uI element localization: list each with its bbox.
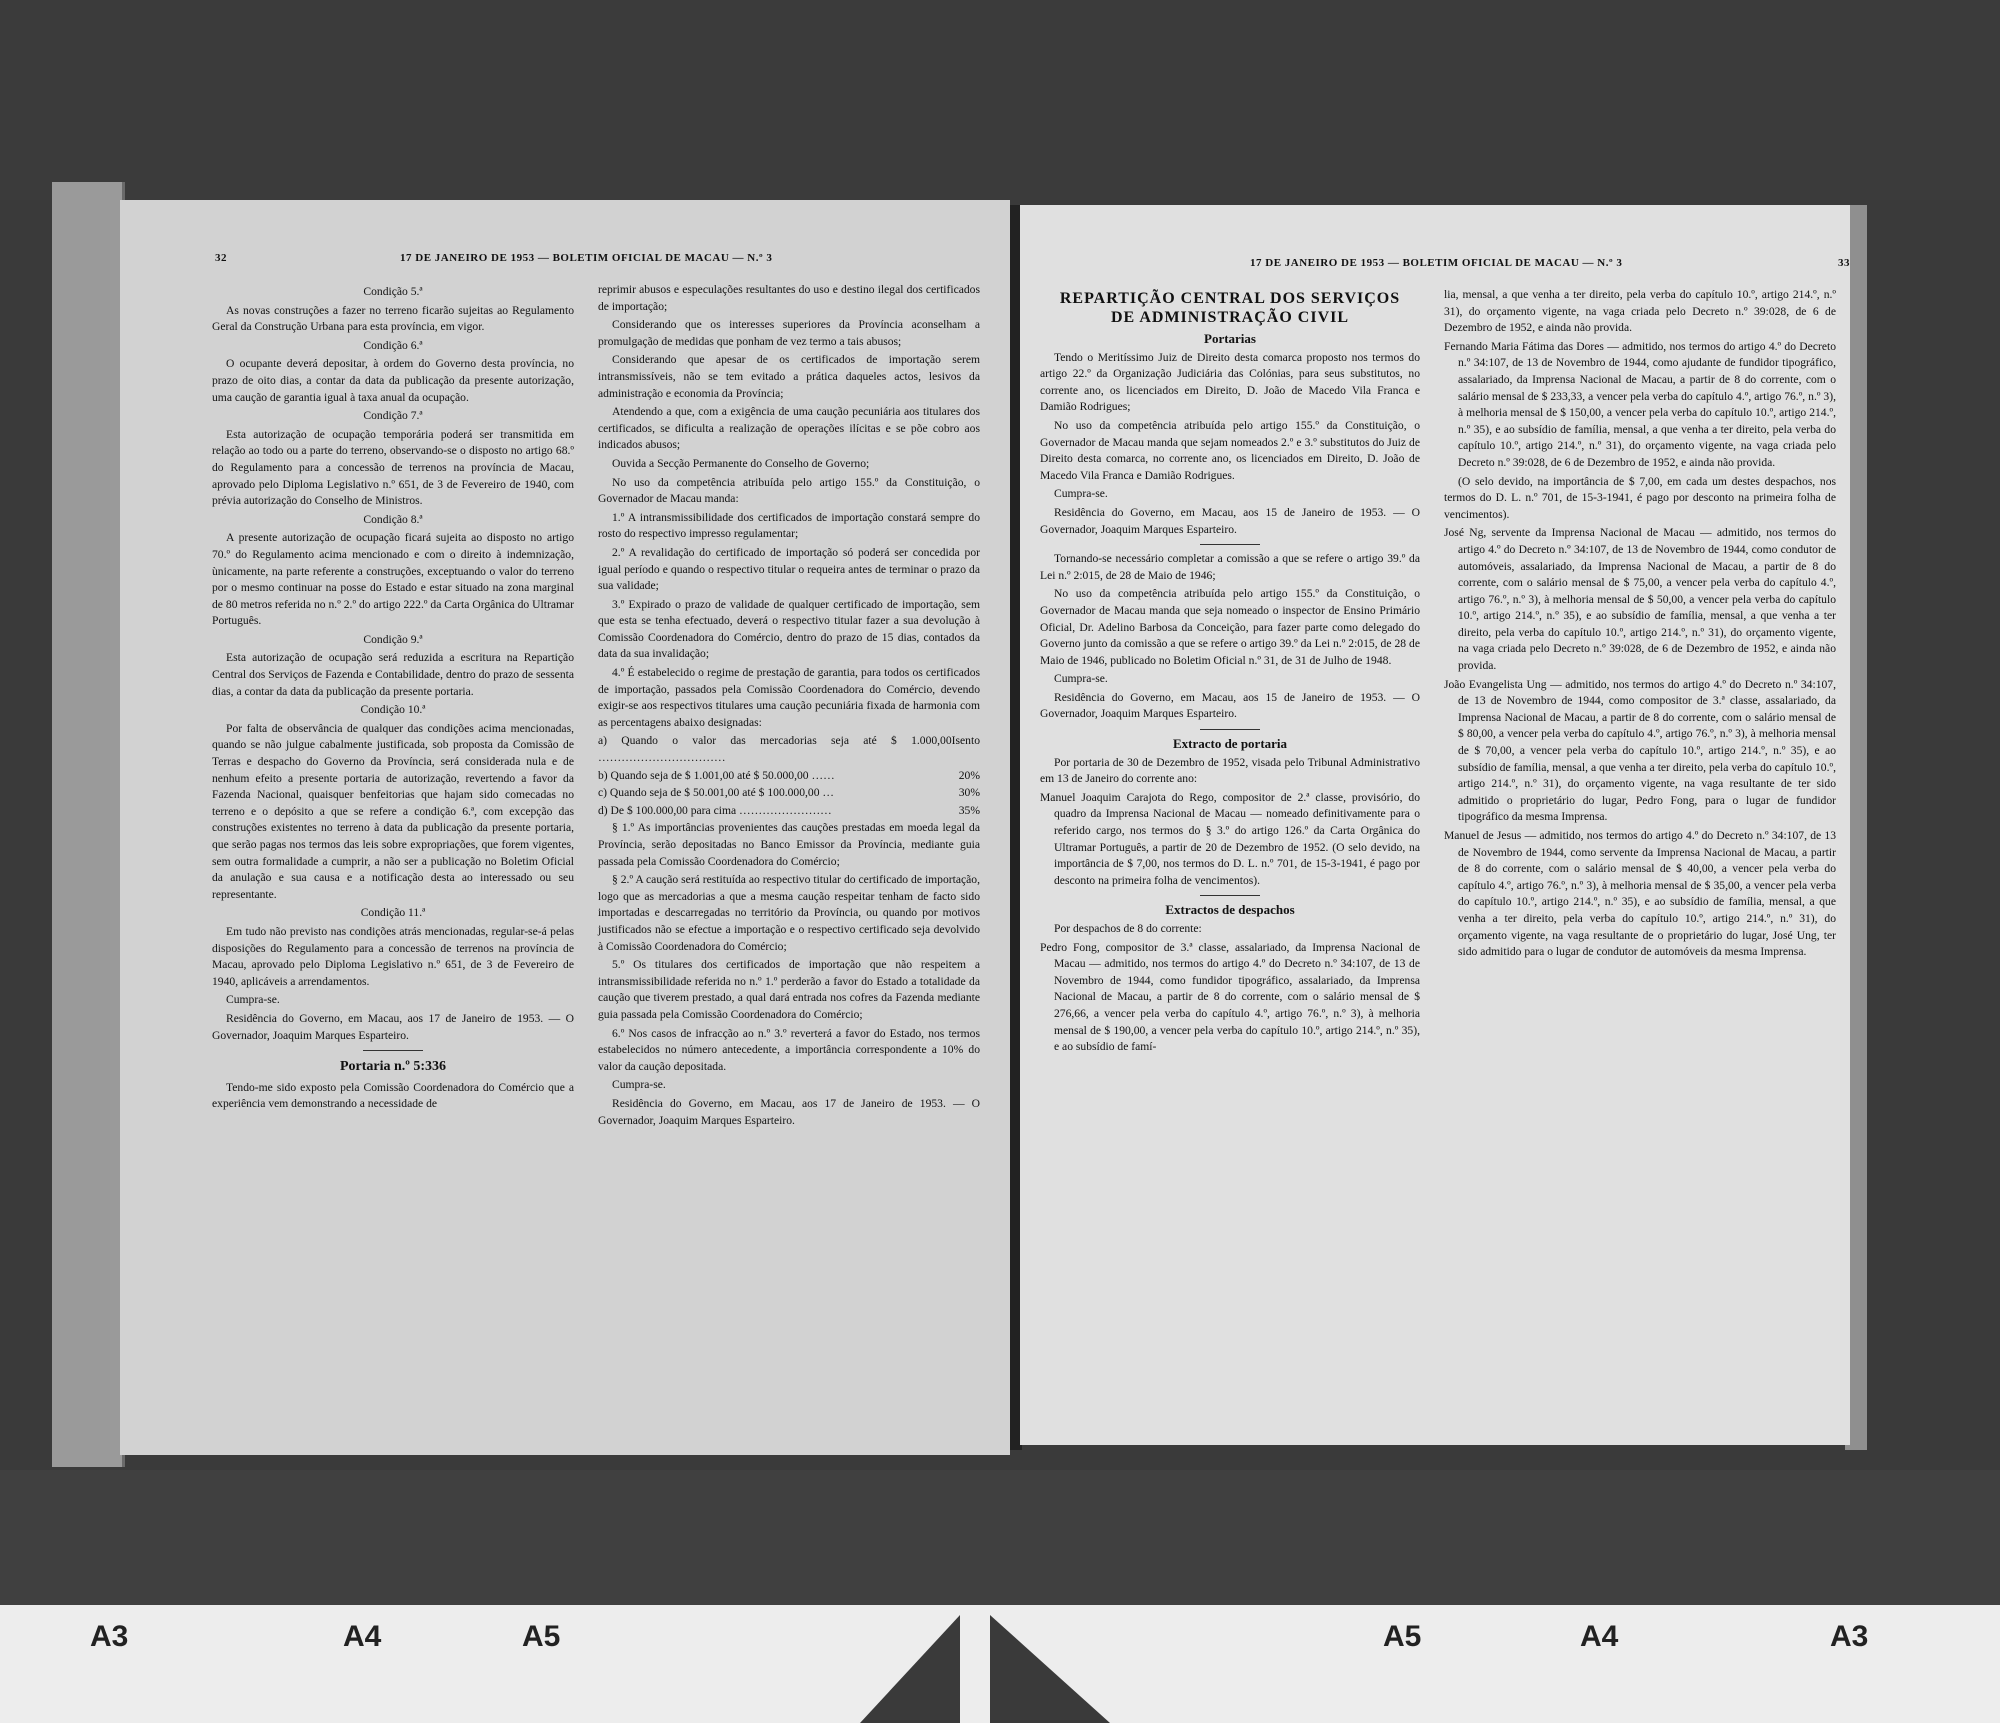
page-number-left: 32 (215, 252, 227, 264)
registration-marker: A4 (343, 1620, 382, 1653)
paragraph: § 1.º As importâncias provenientes das cauções prestadas em moeda legal da Província, serão depositadas no Banco Emissor da Província, mediante guia passada pela Comissão Coordenadora do Comércio; (598, 821, 980, 868)
left-page-column-2 (598, 282, 980, 1131)
center-registration-triangles (850, 1615, 1150, 1723)
condition-heading: Condição 6.ª (363, 338, 423, 352)
left-page-column-1 (212, 282, 574, 1115)
running-head-left: 17 DE JANEIRO DE 1953 — BOLETIM OFICIAL DE MACAU — N.º 3 (400, 252, 773, 264)
paragraph: Residência do Governo, em Macau, aos 17 de Janeiro de 1953. — O Governador, Joaquim Marques Esparteiro. (212, 1011, 574, 1042)
paragraph: 1.º A intransmissibilidade dos certificados de importação constará sempre do rosto do respectivo impresso regulamentar; (598, 510, 980, 541)
paragraph: Esta autorização de ocupação será reduzida a escritura na Repartição Central dos Serviços de Fazenda e Contabilidade, dentro do prazo de sessenta dias, a contar da data da publicação da presente portaria. (212, 651, 574, 698)
paragraph: No uso da competência atribuída pelo artigo 155.º da Constituição, o Governador de Macau manda que sejam nomeados 2.º e 3.º substitutos do Juiz de Direito desta comarca, no corrente ano, os licenciados em Direito, D. João de Macedo Vila Franca e Damião Rodrigues. (1040, 418, 1420, 482)
paragraph: lia, mensal, a que venha a ter direito, pela verba do capítulo 10.º, artigo 214.º, n.º 31), do orçamento vigente, na vaga criada pelo Decreto n.º 39:028, de 6 de Dezembro de 1952, e ainda não provida. (1444, 288, 1836, 335)
left-page (120, 200, 1010, 1455)
paragraph: 3.º Expirado o prazo de validade de qualquer certificado de importação, sem que esta se tenha efectuado, deverá o respectivo titular fazer a sua devolução à Comissão Coordenadora do Comércio, dentro do prazo de 15 dias, contados da data da sua invalidação; (598, 597, 980, 661)
condition-heading: Condição 11.ª (360, 906, 426, 920)
dispatch-entry: Pedro Fong, compositor de 3.ª classe, assalariado, da Imprensa Nacional de Macau — admitido, nos termos do artigo 4.º do Decreto n.º 34:107, de 13 de Novembro de 1944, como fundidor tipográfico, assalariado, da Imprensa Nacional de Macau, a partir de 8 do corrente, com o salário mensal de $ 276,66, a vencer pela verba do capítulo 4.º, artigo 76.º, n.º 3), à melhoria mensal de $ 190,00, a vencer pela verba do capítulo 10.º, artigo 214.º, n.º 35), e ao subsídio de famí- (1040, 940, 1420, 1054)
section-divider (1200, 895, 1260, 896)
portaria-heading: Portaria n.º 5:336 (339, 1059, 447, 1075)
paragraph: No uso da competência atribuída pelo artigo 155.º da Constituição, o Governador de Macau manda que seja nomeado o inspector de Ensino Primário Oficial, Dr. Adelino Barbosa da Conceição, para fazer parte como delegado do Governo junto da comissão a que se refere o artigo 39.º da Lei n.º 2:015, de 28 de Maio de 1946, publicado no Boletim Oficial n.º 31, de 31 de Julho de 1948. (1040, 587, 1420, 667)
running-head-right: 17 DE JANEIRO DE 1953 — BOLETIM OFICIAL DE MACAU — N.º 3 (1250, 257, 1623, 269)
paragraph: Considerando que apesar de os certificados de importação serem intransmissíveis, não se tem evitado a prática daqueles actos, lesivos da administração e economia da Província; (598, 353, 980, 400)
paragraph: Por despachos de 8 do corrente: (1054, 922, 1202, 935)
dispatch-entry: Manuel Joaquim Carajota do Rego, compositor de 2.ª classe, provisório, do quadro da Imprensa Nacional de Macau — nomeado definitivamente para o referido cargo, nos termos do § 3.º do artigo 126.º da Carta Orgânica do Ultramar Português, a partir de 20 de Dezembro de 1952. (O selo devido, na importância de $ 7,00, nos termos do D. L. n.º 701, de 15-3-1941, é pago por desconto na primeira folha de vencimentos). (1040, 790, 1420, 887)
right-page (1020, 205, 1850, 1445)
registration-marker: A3 (1830, 1620, 1869, 1653)
registration-marker: A4 (1580, 1620, 1619, 1653)
registration-marker: A5 (1383, 1620, 1422, 1653)
paragraph: 4.º É estabelecido o regime de prestação de garantia, para todos os certificados de importação, passados pela Comissão Coordenadora do Comércio, devendo exigir-se aos respectivos titulares uma caução pecuniária fixada de harmonia com as percentagens abaixo designadas: (598, 666, 980, 729)
paragraph: A presente autorização de ocupação ficará sujeita ao disposto no artigo 70.º do Regulamento acima mencionado e com o direito à indemnização, ùnicamente, na parte referente a construções, exceptuando o valor do terreno por o mesmo continuar na posse do Estado e estar situado na zona marginal de 80 metros referida no n.º 2.º do artigo 222.º da Carta Orgânica do Ultramar Português. (212, 531, 574, 628)
paragraph: Residência do Governo, em Macau, aos 15 de Janeiro de 1953. — O Governador, Joaquim Marques Esparteiro. (1040, 505, 1420, 536)
right-page-column-1 (1040, 289, 1420, 1058)
paragraph: Cumpra-se. (1054, 672, 1108, 686)
condition-heading: Condição 9.ª (363, 632, 423, 646)
paragraph: Cumpra-se. (1054, 487, 1108, 501)
paragraph: Por falta de observância de qualquer das condições acima mencionadas, quando se não julgue cabalmente justificada, sob proposta da Comissão de Terras e despacho do Governo da Província, será considerada nula e de nenhum efeito a presente portaria de autorização, revertendo a favor da Fazenda Nacional, quaisquer benfeitorias que hajam sido comecadas no terreno e o depósito a que se refere a condição 6.ª, com excepção das construções existentes no terreno à data da publicação da presente portaria, que serão pagas nos termos das leis sobre expropriações, que forem vigentes, sem outra formalidade a cumprir, a não ser a publicação no Boletim Oficial da anulação e sua causa e a notificação desta ao interessado ou seu representante. (212, 721, 574, 901)
percentage-value: 35% (958, 803, 980, 817)
percentage-range: c) Quando seja de $ 50.001,00 até $ 100.000,00 … (598, 786, 835, 800)
section-title (1040, 289, 1420, 327)
percentage-row (598, 733, 980, 766)
condition-heading: Condição 7.ª (363, 409, 423, 423)
paragraph: reprimir abusos e especulações resultantes do uso e destino ilegal dos certificados de importação; (598, 283, 980, 313)
paragraph: Cumpra-se. (612, 1078, 666, 1092)
percentage-range: b) Quando seja de $ 1.001,00 até $ 50.000,00 …… (598, 768, 835, 782)
percentage-range: d) De $ 100.000,00 para cima …………………… (598, 803, 832, 817)
paragraph: 6.º Nos casos de infracção ao n.º 3.º reverterá a favor do Estado, nos termos estabelecidos no número antecedente, a importância correspondente a 10% do valor da caução depositada. (598, 1026, 980, 1073)
percentage-row (598, 785, 980, 802)
percentage-value: 20% (958, 768, 980, 782)
section-heading: Extracto de portaria (1172, 736, 1288, 752)
paragraph: Tornando-se necessário completar a comissão a que se refere o artigo 39.º da Lei n.º 2:015, de 28 de Maio de 1946; (1040, 552, 1420, 582)
registration-marker: A5 (522, 1620, 561, 1653)
percentage-value: 30% (958, 786, 980, 800)
section-divider (363, 1050, 423, 1051)
paragraph: Esta autorização de ocupação temporária poderá ser transmitida em relação ao todo ou a parte do terreno, observando-se o disposto no artigo 68.º do Regulamento para a concessão de terrenos na província de Macau, aprovado pelo Diploma Legislativo n.º 651, de 3 de Fevereiro de 1940, com prévia autorização do Conselho de Ministros. (212, 427, 574, 508)
registration-marker: A3 (90, 1620, 129, 1653)
section-heading: Portarias (1204, 331, 1256, 346)
paragraph: Residência do Governo, em Macau, aos 15 de Janeiro de 1953. — O Governador, Joaquim Marques Esparteiro. (1040, 690, 1420, 721)
section-title-line-1: REPARTIÇÃO CENTRAL DOS SERVIÇOS (1059, 290, 1401, 307)
scan-background-band (0, 1470, 2000, 1605)
section-divider (1200, 729, 1260, 730)
paragraph: Atendendo a que, com a exigência de uma caução pecuniária aos titulares dos certificados, se dificulta a realização de operações ilícitas e se põe cobro aos indicados abusos; (598, 405, 980, 452)
paragraph: Residência do Governo, em Macau, aos 17 de Janeiro de 1953. — O Governador, Joaquim Marques Esparteiro. (598, 1096, 980, 1127)
book-binding-left (52, 182, 125, 1467)
dispatch-entry: Manuel de Jesus — admitido, nos termos do artigo 4.º do Decreto n.º 34:107, de 13 de Novembro de 1944, como servente da Imprensa Nacional de Macau, a partir de 8 do corrente, com o salário mensal de $ 40,00, a vencer pela verba do capítulo 4.º, artigo 76.º, n.º 3), à melhoria mensal de $ 35,00, a vencer pela verba do capítulo 10.º, artigo 214.º, n.º 35), e ao subsídio de família, mensal, a que venha a ter direito, pela verba do capítulo 10.º, artigo 214.º, n.º 31), do orçamento vigente, na vaga resultante de o proprietário do lugar, José Ung, ter sido admitido para o lugar de condutor de automóveis da mesma Imprensa. (1444, 829, 1836, 959)
paragraph: Considerando que os interesses superiores da Província aconselham a promulgação de medidas que ponham de vez termo a tais abusos; (598, 318, 980, 348)
percentage-row (598, 768, 980, 785)
paragraph: 5.º Os titulares dos certificados de importação que não respeitem a intransmissibilidade referida no n.º 1.º perderão a favor do Estado a totalidade da caução que tiverem prestado, a qual dará entrada nos cofres da Fazenda mediante guia passada pela Comissão Coordenadora do Comércio; (598, 958, 980, 1021)
paragraph: Cumpra-se. (226, 993, 280, 1007)
section-heading: Extractos de despachos (1165, 902, 1295, 918)
condition-heading: Condição 5.ª (363, 285, 423, 298)
page-number-right: 33 (1838, 257, 1850, 269)
left-triangle (860, 1615, 960, 1723)
paragraph: No uso da competência atribuída pelo artigo 155.º da Constituição, o Governador de Macau manda: (598, 475, 980, 506)
paragraph: (O selo devido, na importância de $ 7,00, em cada um destes despachos, nos termos do D. L. n.º 701, de 15-3-1941, é pago por desconto na primeira folha de vencimentos). (1444, 474, 1836, 521)
condition-heading: Condição 8.ª (363, 512, 423, 526)
paragraph: O ocupante deverá depositar, à ordem do Governo desta província, no prazo de oito dias, a contar da data da publicação da presente autorização, uma caução de garantia igual à taxa anual da ocupação. (212, 357, 574, 404)
percentage-range: a) Quando o valor das mercadorias seja até $ 1.000,00 …………………………… (598, 734, 952, 765)
condition-heading: Condição 10.ª (360, 703, 426, 717)
section-divider (1200, 544, 1260, 545)
paragraph: Por portaria de 30 de Dezembro de 1952, visada pelo Tribunal Administrativo em 13 de Janeiro do corrente ano: (1040, 755, 1420, 786)
right-page-column-2 (1444, 287, 1836, 963)
percentage-row (598, 803, 980, 820)
percentage-value: Isento (951, 734, 980, 748)
paragraph: As novas construções a fazer no terreno ficarão sujeitas ao Regulamento Geral da Construção Urbana para esta província, em vigor. (212, 303, 574, 334)
scan-background-top (0, 0, 2000, 200)
dispatch-entry: Fernando Maria Fátima das Dores — admitido, nos termos do artigo 4.º do Decreto n.º 34:107, de 13 de Novembro de 1944, como ajudante de fundidor tipográfico, assalariado, da Imprensa Nacional de Macau, a partir de 8 do corrente, com o salário mensal de $ 233,33, a vencer pela verba do capítulo 4.º, artigo 76.º, n.º 3), à melhoria mensal de $ 150,00, a vencer pela verba do capítulo 10.º, artigo 214.º, n.º 35), e ao subsídio de família, mensal, a que venha a ter direito, pela verba do capítulo 10.º, artigo 214.º, n.º 31), do orçamento vigente, na vaga criada pelo Decreto n.º 39:028, de 6 de Dezembro de 1952, e ainda não provida. (1444, 339, 1836, 469)
paragraph: § 2.º A caução será restituída ao respectivo titular do certificado de importação, logo que as mercadorias a que a mesma caução respeitar tenham de facto sido importadas e descarregadas no território da Província, ou quando por motivos justificados não se efectue a importação e o respectivo certificado seja devolvido à Comissão Coordenadora do Comércio; (598, 873, 980, 953)
paragraph: Tendo o Meritíssimo Juiz de Direito desta comarca proposto nos termos do artigo 22.º da Organização Judiciária das Colónias, para seus substitutos, no corrente ano, os licenciados em Direito, D. João de Macedo Vila Franca e Damião Rodrigues; (1040, 350, 1420, 414)
paragraph: Ouvida a Secção Permanente do Conselho de Governo; (612, 456, 870, 470)
paragraph: Tendo-me sido exposto pela Comissão Coordenadora do Comércio que a experiência vem demonstrando a necessidade de (212, 1080, 574, 1111)
dispatch-entry: João Evangelista Ung — admitido, nos termos do artigo 4.º do Decreto n.º 34:107, de 13 de Novembro de 1944, como compositor de 3.ª classe, assalariado, da Imprensa Nacional de Macau, a partir de 8 do corrente, com o salário mensal de $ 80,00, a vencer pela verba do capítulo 4.º, artigo 76.º, n.º 3), à melhoria mensal de $ 70,00, a vencer pela verba do capítulo 10.º, artigo 214.º, n.º 35), e ao subsídio de família, mensal, a que venha a ter direito, pela verba do capítulo 10.º, artigo 214.º, n.º 31), do orçamento vigente, na vaga resultante de ter sido admitido o proprietário do lugar, Pedro Fong, para o lugar de fundidor tipográfico da mesma Imprensa. (1444, 677, 1836, 824)
paragraph: 2.º A revalidação do certificado de importação só poderá ser concedida por igual período e quando o respectivo titular o requeira antes de terminar o prazo da sua validade; (598, 545, 980, 593)
paragraph: Em tudo não previsto nas condições atrás mencionadas, regular-se-á pelas disposições do Regulamento para a concessão de terrenos na província de Macau, aprovado pelo Diploma Legislativo n.º 651, de 3 de Fevereiro de 1940, aplicáveis a arrendamentos. (212, 924, 574, 988)
dispatch-entry: José Ng, servente da Imprensa Nacional de Macau — admitido, nos termos do artigo 4.º do Decreto n.º 34:107, de 13 de Novembro de 1944, como condutor de automóveis, assalariado, da Imprensa Nacional de Macau, a partir de 8 do corrente, com o salário mensal de $ 75,00, a vencer pela verba do capítulo 4.º, artigo 76.º, n.º 3), à melhoria mensal de $ 50,00, a vencer pela verba do capítulo 10.º, artigo 214.º, n.º 35), e ao subsídio de família, mensal, a que venha a ter direito, pela verba do capítulo 10.º, artigo 214.º, n.º 31), do orçamento vigente, na vaga criada pelo Decreto n.º 39:028, de 6 de Dezembro de 1952, e ainda não provida. (1444, 526, 1836, 673)
section-title-line-2: DE ADMINISTRAÇÃO CIVIL (1110, 309, 1350, 326)
right-triangle (990, 1615, 1110, 1723)
